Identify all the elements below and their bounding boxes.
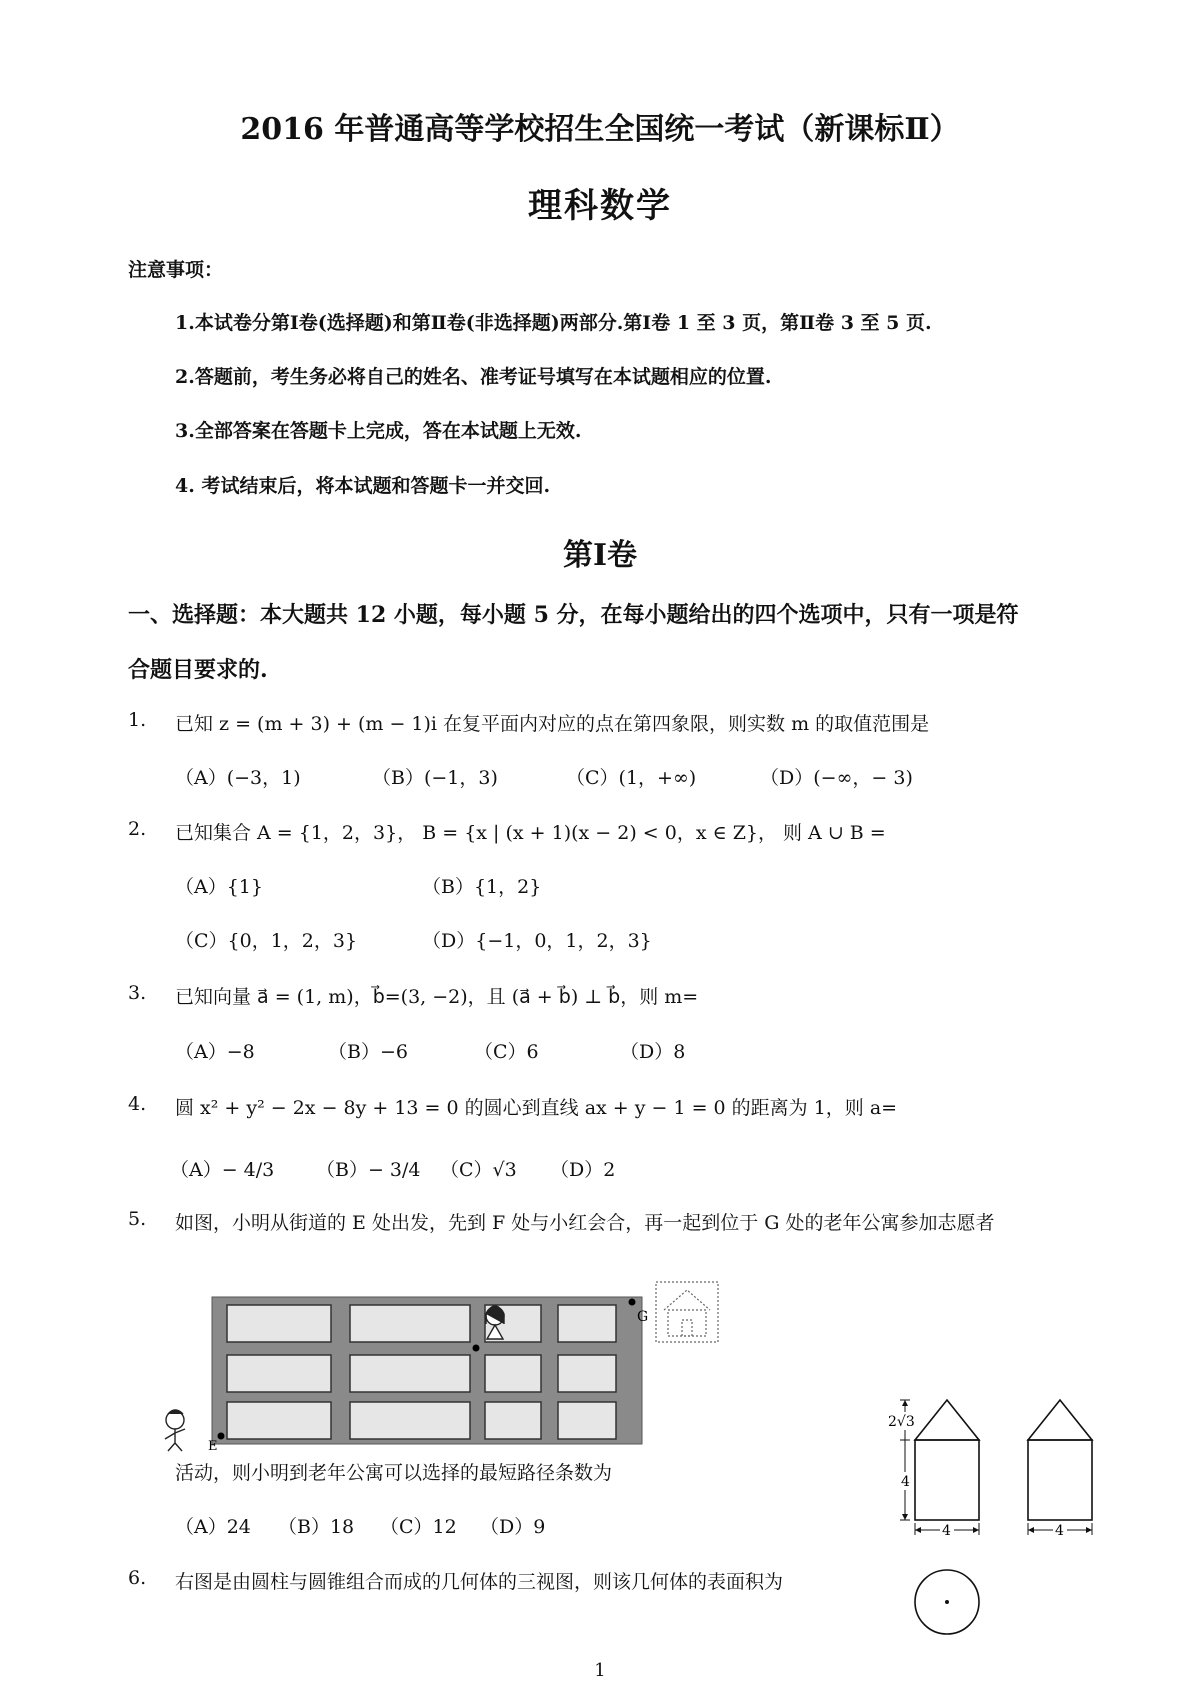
page-number: 1 — [594, 1660, 606, 1681]
question-number: 3. — [128, 982, 147, 1004]
option-d: （D）2 — [550, 1159, 616, 1181]
option-b: （B）{1，2} — [422, 876, 542, 898]
option-c: （C）12 — [380, 1516, 457, 1538]
top-view-center — [945, 1600, 949, 1604]
exam-title: 2016 年普通高等学校招生全国统一考试（新课标Ⅱ） — [240, 112, 960, 147]
label-cone-height: 2√3 — [888, 1414, 915, 1430]
question-text: 如图，小明从街道的 E 处出发，先到 F 处与小红会合，再一起到位于 G 处的老年公寓参加志愿者 — [175, 1212, 995, 1234]
section-heading-line2: 合题目要求的. — [128, 657, 268, 683]
option-c: （C）√3 — [440, 1159, 517, 1181]
option-b: （B）(−1，3) — [372, 767, 498, 789]
notice-item: 4. 考试结束后，将本试题和答题卡一并交回. — [175, 475, 551, 497]
question-text: 已知 z = (m + 3) + (m − 1)i 在复平面内对应的点在第四象限，则实数 m 的取值范围是 — [175, 713, 930, 735]
boy-figure — [165, 1410, 185, 1451]
question-text: 已知集合 A = {1，2，3}， B = {x | (x + 1)(x − 2) < 0，x ∈ Z}， 则 A ∪ B = — [175, 822, 886, 844]
option-d: （D）(−∞，− 3) — [760, 767, 913, 789]
question-number: 5. — [128, 1208, 147, 1230]
option-d: （D）{−1，0，1，2，3} — [422, 930, 652, 952]
three-view-figure — [880, 1390, 1100, 1650]
exam-subtitle: 理科数学 — [528, 186, 672, 226]
label-cylinder-height: 4 — [901, 1474, 910, 1490]
point-e — [218, 1433, 225, 1440]
label-side-width: 4 — [1055, 1523, 1064, 1539]
side-view-cone — [1028, 1400, 1092, 1440]
option-c: （C）(1，+∞) — [566, 767, 697, 789]
question-text: 圆 x² + y² − 2x − 8y + 13 = 0 的圆心到直线 ax + y − 1 = 0 的距离为 1，则 a= — [175, 1097, 898, 1119]
option-a: （A）− 4/3 — [170, 1159, 275, 1181]
question-number: 2. — [128, 818, 147, 840]
option-d: （D）8 — [620, 1041, 686, 1063]
section-heading-line1: 一、选择题：本大题共 12 小题，每小题 5 分，在每小题给出的四个选项中，只有一项是符 — [128, 602, 1019, 628]
notice-item: 2.答题前，考生务必将自己的姓名、准考证号填写在本试题相应的位置. — [175, 366, 772, 388]
front-view-cone — [915, 1400, 979, 1440]
notice-item: 1.本试卷分第Ⅰ卷(选择题)和第Ⅱ卷(非选择题)两部分.第Ⅰ卷 1 至 3 页，第Ⅱ卷 3 至 5 页. — [175, 312, 932, 334]
notice-item: 3.全部答案在答题卡上完成，答在本试题上无效. — [175, 420, 582, 442]
option-a: （A）24 — [175, 1516, 251, 1538]
label-front-width: 4 — [942, 1523, 951, 1539]
label-g: G — [637, 1309, 649, 1325]
street-grid-figure — [150, 1280, 720, 1460]
question-number: 6. — [128, 1567, 147, 1589]
side-view-cylinder — [1028, 1440, 1092, 1520]
question-number: 1. — [128, 709, 147, 731]
option-b: （B）18 — [278, 1516, 355, 1538]
question-text: 右图是由圆柱与圆锥组合而成的几何体的三视图，则该几何体的表面积为 — [175, 1571, 784, 1593]
option-b: （B）−6 — [328, 1041, 408, 1063]
option-c: （C）6 — [474, 1041, 539, 1063]
option-c: （C）{0，1，2，3} — [175, 930, 358, 952]
option-a: （A）{1} — [175, 876, 263, 898]
option-b: （B）− 3/4 — [316, 1159, 421, 1181]
option-a: （A）−8 — [175, 1041, 255, 1063]
option-d: （D）9 — [480, 1516, 546, 1538]
question-text-continued: 活动，则小明到老年公寓可以选择的最短路径条数为 — [175, 1462, 613, 1484]
question-text: 已知向量 a⃗ = (1, m)，b⃗=(3, −2)，且 (a⃗ + b⃗) ⊥ b⃗，则 m= — [175, 986, 699, 1008]
label-e: E — [208, 1439, 218, 1454]
point-f — [473, 1345, 480, 1352]
question-number: 4. — [128, 1093, 147, 1115]
notice-heading: 注意事项： — [128, 259, 224, 281]
front-view-cylinder — [915, 1440, 979, 1520]
option-a: （A）(−3，1) — [175, 767, 301, 789]
point-g — [629, 1299, 636, 1306]
volume-title: 第Ⅰ卷 — [562, 538, 638, 573]
house-figure — [656, 1282, 718, 1342]
